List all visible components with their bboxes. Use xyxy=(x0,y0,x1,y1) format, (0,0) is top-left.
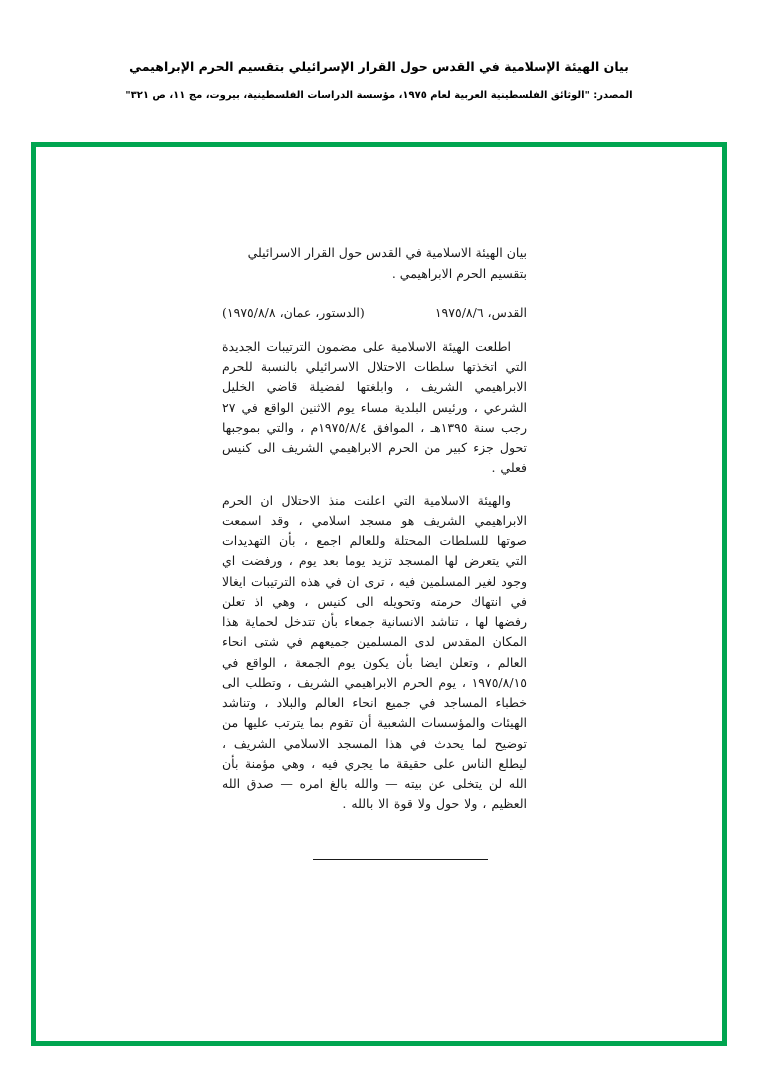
document-header xyxy=(0,58,758,103)
footer-divider xyxy=(313,859,488,860)
paragraph: اطلعت الهيئة الاسلامية على مضمون الترتيبات الجديدة التي اتخذتها سلطات الاحتلال الاسرائيلي بالنسبة للحرم الابراهيمي الشريف ، وابلغتها لفضيلة قاضي الخليل الشرعي ، ورئيس البلدية مساء يوم الاثنين الواقع في ٢٧ رجب سنة ١٣٩٥هـ ، الموافق ١٩٧٥/٨/٤م ، والتي بموجبها تحول جزء كبير من الحرم الابراهيمي الشريف الى كنيس فعلي . xyxy=(222,338,527,476)
place-date: القدس، ١٩٧٥/٨/٦ xyxy=(434,304,527,320)
page-title: بيان الهيئة الاسلامية في القدس حول القرار الاسرائيلي بتقسيم الحرم الابراهيمي . xyxy=(247,245,527,282)
header-source: المصدر: "الوثائق الفلسطينية العربية لعام ١٩٧٥، مؤسسة الدراسات الفلسطينية، بيروت، مج ١١، ص ٣٢١" xyxy=(125,89,633,101)
scanned-page-content xyxy=(222,242,527,815)
scan-frame xyxy=(31,142,727,1046)
header-title: بيان الهيئة الإسلامية في القدس حول القرار الإسرائيلي بتقسيم الحرم الإبراهيمي xyxy=(129,59,629,74)
dateline xyxy=(222,303,527,323)
source-reference: (الدستور، عمان، ١٩٧٥/٨/٨) xyxy=(222,304,365,320)
paragraph: والهيئة الاسلامية التي اعلنت منذ الاحتلال ان الحرم الابراهيمي الشريف هو مسجد اسلامي ، وقد اسمعت صوتها للسلطات المحتلة وللعالم اجمع ، بأن التهديدات التي يتعرض لها المسجد تزيد يوما بعد يوم ، ورفضت اي وجود لغير المسلمين فيه ، ترى ان في هذه الترتيبات ايغالا في انتهاك حرمته وتحويله الى كنيس ، وهي اذ تعلن رفضها لها ، تناشد الانسانية جمعاء بأن تتدخل لحماية هذا المكان المقدس لدى المسلمين جميعهم في شتى انحاء العالم ، وتعلن ايضا بأن يكون يوم الجمعة ، الواقع في ١٩٧٥/٨/١٥ ، يوم الحرم الابراهيمي الشريف ، وتطلب الى خطباء المساجد في جميع انحاء العالم والبلاد ، وتناشد الهيئات والمؤسسات الشعبية أن تقوم بما يترتب عليها من توضيح لما يحدث في هذا المسجد الاسلامي الشريف ، ليطلع الناس على حقيقة ما يجري فيه ، وهي مؤمنة بأن الله لن يتخلى عن بيته — والله بالغ امره — صدق الله العظيم ، ولا حول ولا قوة الا بالله . xyxy=(222,492,527,812)
